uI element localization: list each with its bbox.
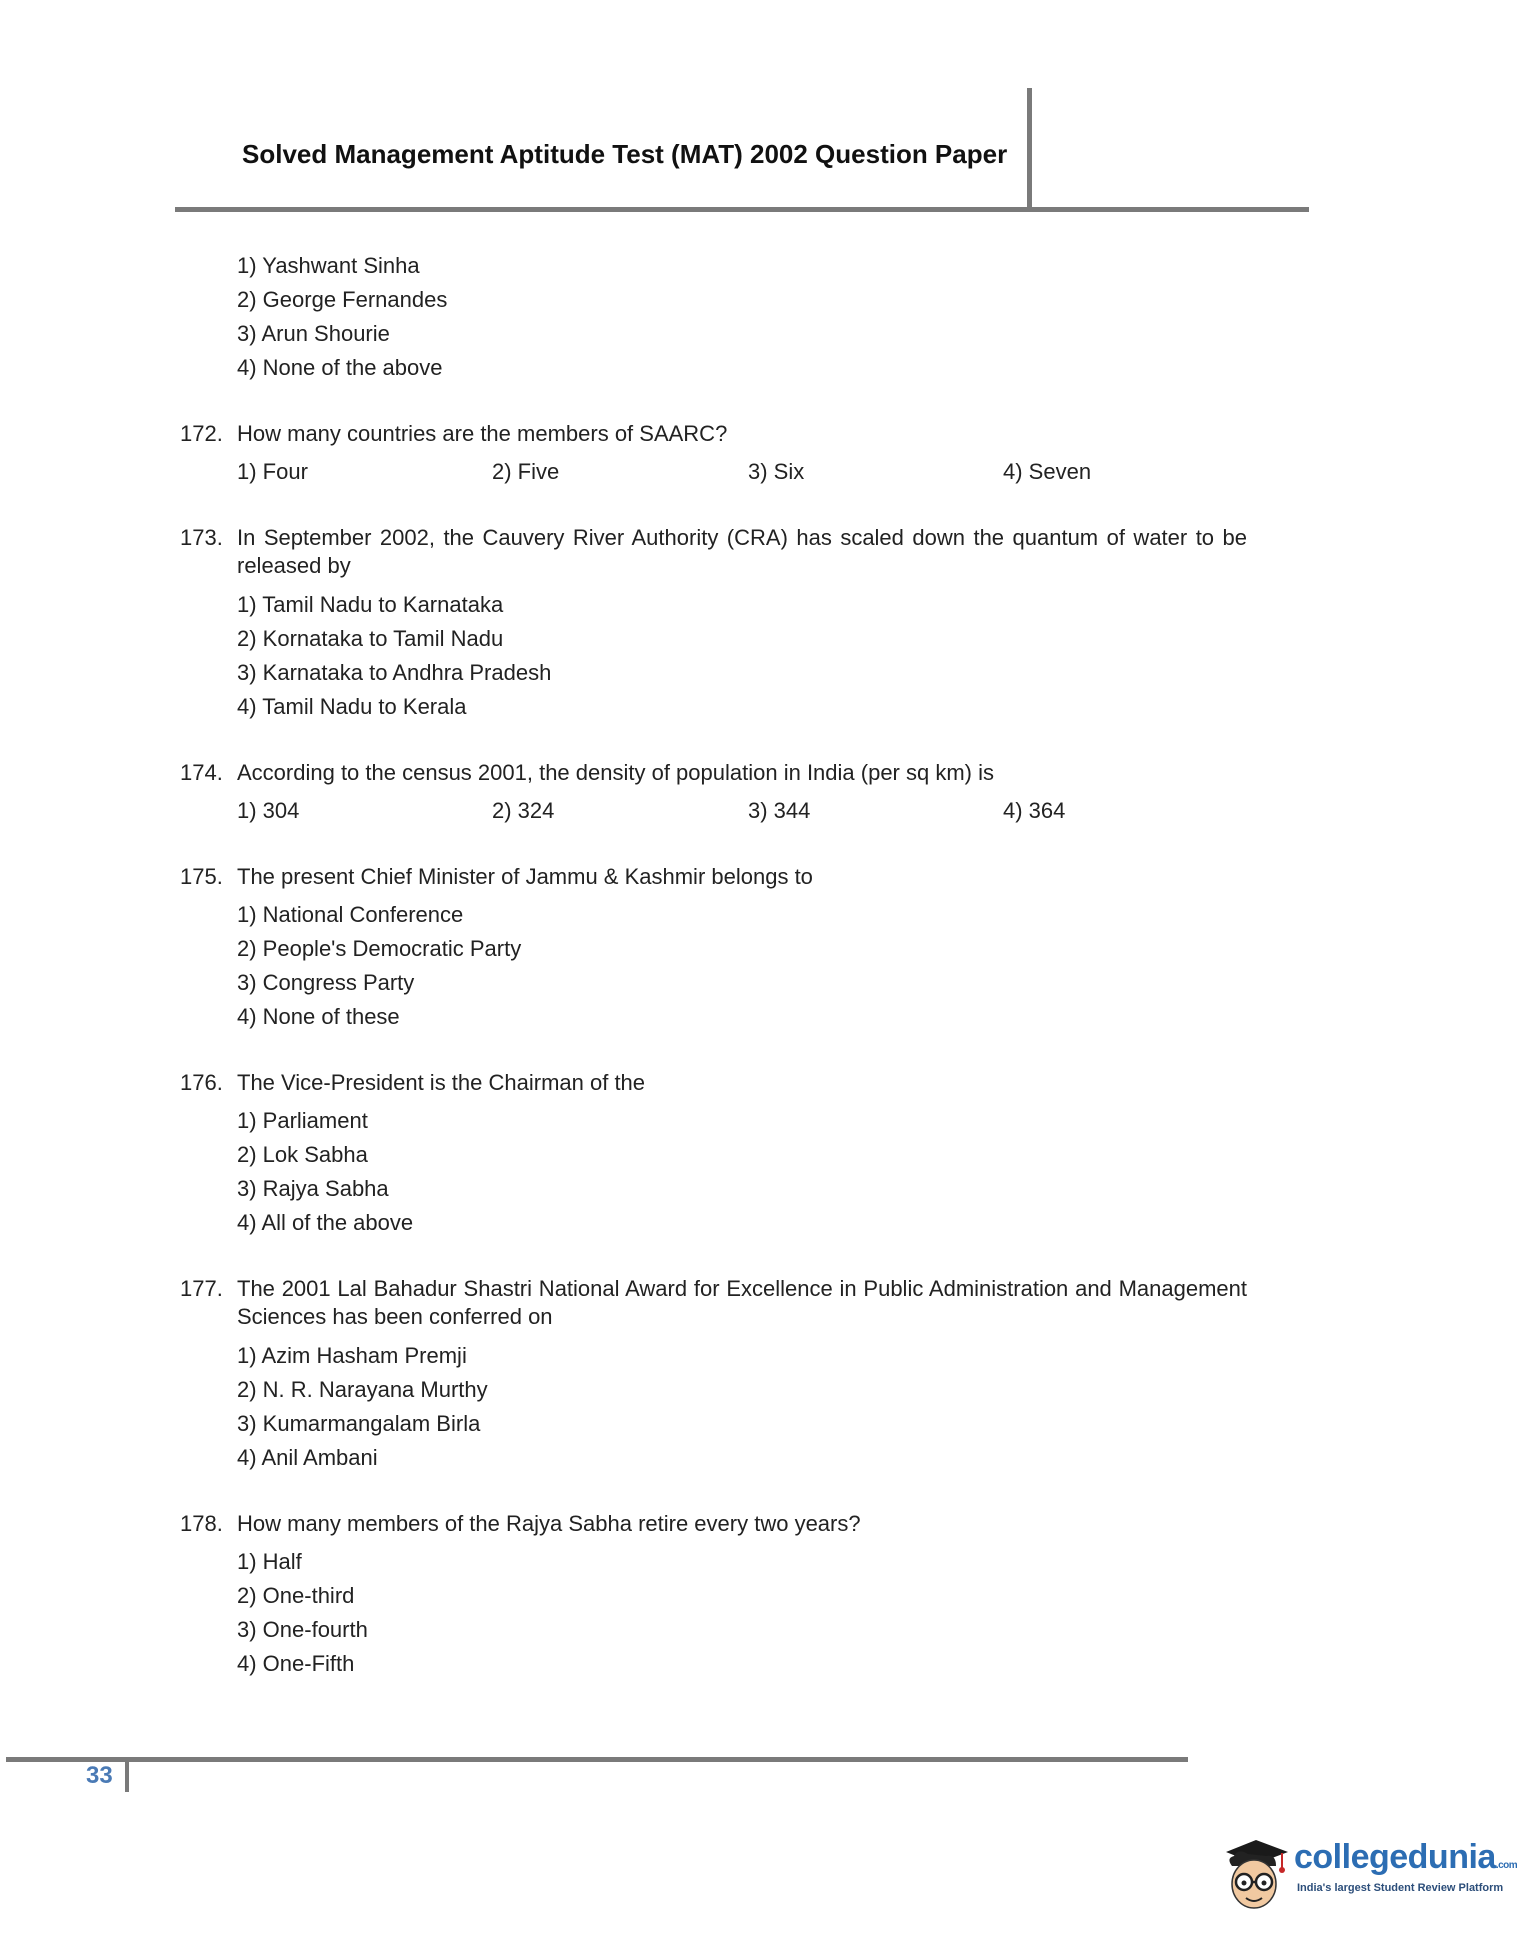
option-item: 1) Yashwant Sinha [237, 253, 420, 278]
option-item: 2) One-third [237, 1583, 355, 1608]
option-item: 2) People's Democratic Party [237, 936, 522, 961]
option-item: 4) All of the above [237, 1210, 414, 1235]
header-divider-horizontal [175, 207, 1309, 212]
footer-divider-horizontal [6, 1757, 1188, 1762]
question-text: The present Chief Minister of Jammu & Kashmir belongs to [237, 864, 813, 889]
option-item: 1) National Conference [237, 902, 464, 927]
question-number: 175. [180, 864, 223, 889]
option-item: 1) Tamil Nadu to Karnataka [237, 592, 504, 617]
header-divider-vertical [1027, 88, 1032, 210]
question-text: According to the census 2001, the density of population in India (per sq km) is [237, 760, 994, 785]
option-item: 2) George Fernandes [237, 287, 448, 312]
logo-wordmark: collegedunia.com [1294, 1838, 1517, 1876]
option-item: 1) 304 [237, 798, 300, 823]
option-item: 1) Parliament [237, 1108, 368, 1133]
option-item: 4) Tamil Nadu to Kerala [237, 694, 467, 719]
option-item: 3) Congress Party [237, 970, 415, 995]
option-item: 2) Five [492, 459, 560, 484]
question-text: The 2001 Lal Bahadur Shastri National Award for Excellence in Public Administration and Management Sciences has been conferred on [237, 1276, 1247, 1329]
option-item: 4) Seven [1003, 459, 1092, 484]
question-text: How many members of the Rajya Sabha retire every two years? [237, 1511, 861, 1536]
option-item: 3) Six [748, 459, 805, 484]
option-item: 4) Anil Ambani [237, 1445, 378, 1470]
option-item: 4) None of these [237, 1004, 400, 1029]
option-item: 4) 364 [1003, 798, 1066, 823]
footer-divider-vertical [125, 1758, 129, 1792]
question-text: The Vice-President is the Chairman of the [237, 1070, 646, 1095]
question-number: 176. [180, 1070, 223, 1095]
option-item: 3) Rajya Sabha [237, 1176, 389, 1201]
collegedunia-logo[interactable] [1222, 1834, 1517, 1918]
option-item: 3) Arun Shourie [237, 321, 390, 346]
option-item: 3) Kumarmangalam Birla [237, 1411, 481, 1436]
option-item: 1) Azim Hasham Premji [237, 1343, 467, 1368]
page-number: 33 [86, 1762, 113, 1789]
option-item: 4) None of the above [237, 355, 443, 380]
option-item: 1) Half [237, 1549, 302, 1574]
question-number: 174. [180, 760, 223, 785]
option-item: 2) Lok Sabha [237, 1142, 368, 1167]
question-number: 172. [180, 421, 223, 446]
option-item: 4) One-Fifth [237, 1651, 355, 1676]
option-item: 1) Four [237, 459, 308, 484]
option-item: 2) N. R. Narayana Murthy [237, 1377, 488, 1402]
option-item: 2) 324 [492, 798, 555, 823]
logo-tagline: India's largest Student Review Platform [1297, 1882, 1504, 1894]
option-item: 3) 344 [748, 798, 811, 823]
question-number: 178. [180, 1511, 223, 1536]
document-title: Solved Management Aptitude Test (MAT) 2002 Question Paper [242, 139, 1008, 169]
question-number: 177. [180, 1276, 223, 1301]
option-item: 2) Kornataka to Tamil Nadu [237, 626, 504, 651]
question-text: In September 2002, the Cauvery River Authority (CRA) has scaled down the quantum of water to be released by [237, 525, 1247, 578]
option-item: 3) Karnataka to Andhra Pradesh [237, 660, 552, 685]
option-item: 3) One-fourth [237, 1617, 368, 1642]
question-number: 173. [180, 525, 223, 550]
question-text: How many countries are the members of SAARC? [237, 421, 728, 446]
student-mascot-icon [1222, 1834, 1292, 1918]
